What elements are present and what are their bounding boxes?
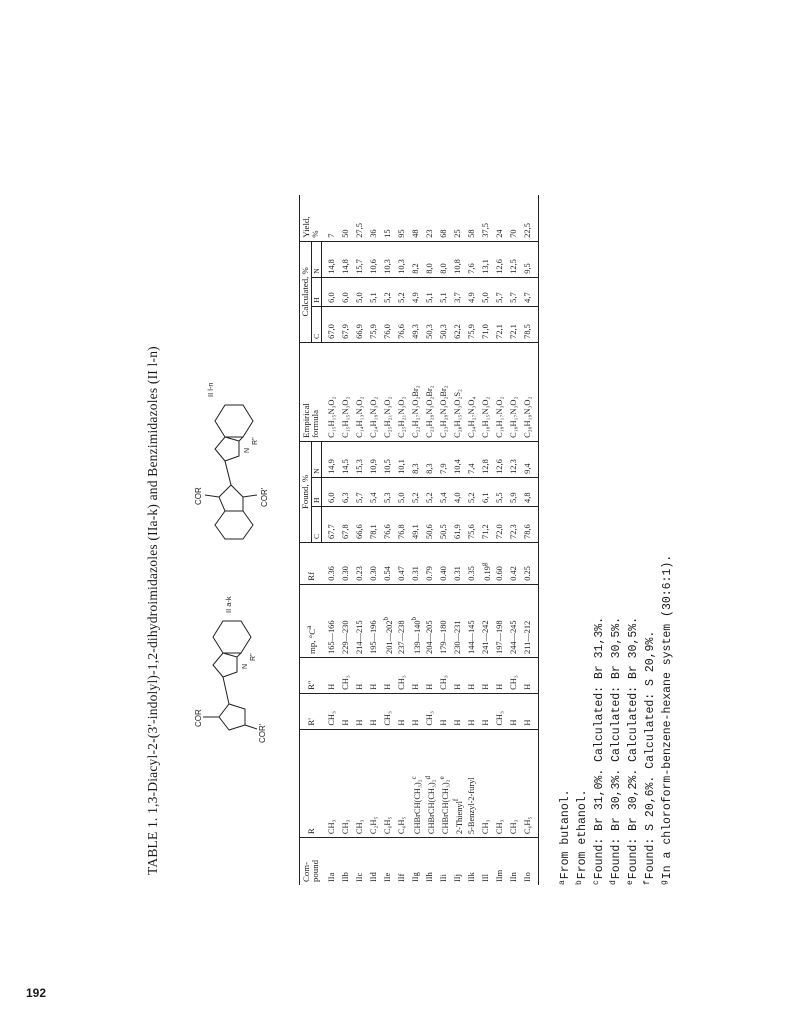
cell-yield: 7 [322, 195, 340, 241]
cell-yield: 27,5 [353, 195, 367, 241]
table-row [507, 195, 521, 885]
table-row [353, 195, 367, 885]
cell-compound: IIo [521, 838, 539, 885]
cell-formula: C₃₄H₂₇N₃O₄ [465, 342, 479, 441]
cell-cn: 14,8 [339, 241, 353, 277]
cell-compound: IIi [439, 874, 449, 882]
cell-r2: H [381, 657, 395, 693]
cell-fc: 49,1 [409, 506, 423, 542]
cell-fh: 5,2 [465, 477, 479, 506]
cell-fh: 5,9 [507, 477, 521, 506]
col-r2: R'' [300, 657, 322, 693]
cell-r: CHBrCH(CH₃)₂$^d$ [423, 729, 437, 837]
cell-rf: 0.35 [465, 542, 479, 584]
cell-compound: IIg [411, 872, 421, 882]
cell-fn: 12,8 [479, 441, 493, 477]
cell-cc: 72,1 [493, 306, 507, 342]
cell-r: 2-Thienyl$^f$ [451, 729, 465, 837]
cell-r1: CH₃ [381, 693, 395, 729]
cell-r: CH₃ [353, 729, 367, 837]
cell-formula: C₁₉H₁₇N₃O₂ [493, 342, 507, 441]
cell-ch: 5,1 [437, 277, 451, 306]
cell-fc: 76,8 [395, 506, 409, 542]
cell-yield: 24 [493, 195, 507, 241]
cell-yield: 58 [465, 195, 479, 241]
cell-ch: 5,0 [353, 277, 367, 306]
footnotes [556, 555, 675, 885]
cell-cn: 8,0 [423, 241, 437, 277]
cell-fn: 9,4 [521, 441, 539, 477]
cell-ch: 5,7 [493, 277, 507, 306]
table-row [521, 195, 539, 885]
cell-yield: 23 [423, 195, 437, 241]
cell-fc: 61,9 [451, 506, 465, 542]
cell-r1: H [395, 693, 409, 729]
cell-r: C₆H₅ [381, 729, 395, 837]
cell-fh: 6,0 [322, 477, 340, 506]
cell-mp: 195—196 [367, 584, 381, 657]
table-title: TABLE 1. 1,3-Diacyl-2-(3'-indolyl)-1,2-dihydroimidazoles (IIa-k) and Benzimidazoles (II l-n) [145, 346, 160, 875]
cell-fn: 10,1 [395, 441, 409, 477]
cell-mp: 179—180 [437, 584, 451, 657]
cell-mp: 241—242 [479, 584, 493, 657]
cell-cc: 50,3 [437, 306, 451, 342]
cell-mp: 204—205 [423, 584, 437, 657]
cell-yield: 95 [395, 195, 409, 241]
cell-yield: 15 [381, 195, 395, 241]
cell-r1: H [479, 693, 493, 729]
col-found: Found, % [300, 441, 312, 542]
structural-formulas [167, 295, 279, 765]
cell-r1: H [339, 693, 353, 729]
structure-right-label: II l-n [206, 382, 215, 397]
footnote: $^g$In a chloroform-benzene-hexane system (30:6:1). [660, 554, 674, 885]
r-double-right: R'' [252, 437, 259, 445]
cell-formula: C₁₅H₁₅N₃O₂ [339, 342, 353, 441]
table-body [322, 195, 539, 885]
col-r: R [300, 729, 322, 837]
cell-cc: 75,9 [367, 306, 381, 342]
cor-bottom-label-left: COR' [258, 723, 267, 743]
cell-fc: 50,5 [437, 506, 451, 542]
cell-cn: 7,6 [465, 241, 479, 277]
cell-mp: 244—245 [507, 584, 521, 657]
cell-yield: 36 [367, 195, 381, 241]
cell-r: C₂H₅ [367, 729, 381, 837]
cell-cn: 8,0 [437, 241, 451, 277]
col-found-h: H [311, 477, 322, 506]
cell-r2: CH₃ [437, 657, 451, 693]
cell-rf: 0.54 [381, 542, 395, 584]
cell-r2: CH₃ [339, 657, 353, 693]
cell-ch: 4,9 [409, 277, 423, 306]
cell-fh: 4,8 [521, 477, 539, 506]
cell-fn: 7,9 [437, 441, 451, 477]
cell-formula: C₁₈H₁₅N₃O₂ [479, 342, 493, 441]
cell-fn: 15,3 [353, 441, 367, 477]
cell-fn: 14,9 [322, 441, 340, 477]
cell-fc: 75,6 [465, 506, 479, 542]
table-row [423, 195, 437, 885]
cell-cc: 75,9 [465, 306, 479, 342]
cell-cn: 12,6 [493, 241, 507, 277]
cell-ch: 3,7 [451, 277, 465, 306]
cell-ch: 5,0 [479, 277, 493, 306]
cell-cc: 49,3 [409, 306, 423, 342]
cell-ch: 6,0 [339, 277, 353, 306]
table-row [322, 195, 340, 885]
r-double-left: R'' [250, 653, 257, 661]
cell-fc: 72,3 [507, 506, 521, 542]
cell-r: CHBrCH(CH₃)₂$^c$ [409, 729, 423, 837]
cell-compound: IIj [453, 874, 463, 882]
cell-r: CH₃ [493, 729, 507, 837]
cell-fn: 8,3 [423, 441, 437, 477]
cell-formula: C₂₈H₁₉N₃O₂ [521, 342, 539, 441]
cell-mp: 139—140$^b$ [409, 584, 423, 657]
cell-cc: 62,2 [451, 306, 465, 342]
cell-compound: IIl [481, 874, 491, 882]
cell-compound: IIb [341, 872, 351, 882]
cell-rf: 0.40 [437, 542, 451, 584]
n-atom-left: N [242, 663, 249, 669]
cell-fc: 76,6 [381, 506, 395, 542]
cell-mp: 214—215 [353, 584, 367, 657]
cell-compound: IIh [425, 872, 435, 882]
cell-ch: 4,9 [465, 277, 479, 306]
cell-yield: 48 [409, 195, 423, 241]
col-calculated: Calculated, % [300, 241, 312, 342]
cell-fh: 6,1 [479, 477, 493, 506]
cell-r2: H [353, 657, 367, 693]
col-formula: Empirical formula [300, 342, 322, 441]
cell-compound: IIk [467, 872, 477, 882]
cell-rf: 0.47 [395, 542, 409, 584]
cell-cc: 72,1 [507, 306, 521, 342]
cell-rf: 0.79 [423, 542, 437, 584]
cell-mp: 144—145 [465, 584, 479, 657]
col-found-c: C [311, 506, 322, 542]
cell-compound: IId [369, 872, 379, 882]
cell-fn: 10,5 [381, 441, 395, 477]
col-yield: Yield, % [300, 195, 322, 241]
col-calc-n: N [311, 241, 322, 277]
cell-fn: 10,4 [451, 441, 465, 477]
table-row [395, 195, 409, 885]
cell-compound: IIn [509, 872, 519, 882]
table-row [367, 195, 381, 885]
cell-cc: 78,5 [521, 306, 539, 342]
cell-r1: H [409, 693, 423, 729]
cell-rf: 0.60 [493, 542, 507, 584]
cell-compound: IIa [326, 872, 336, 882]
cell-fh: 5,4 [367, 477, 381, 506]
cell-fc: 71,2 [479, 506, 493, 542]
cell-cc: 67,0 [322, 306, 340, 342]
cell-rf: 0.23 [353, 542, 367, 584]
cell-fh: 4,0 [451, 477, 465, 506]
cell-r2: CH₃ [395, 657, 409, 693]
table-row [479, 195, 493, 885]
cell-formula: C₂₃H₂₉N₃O₂Br₂ [423, 342, 437, 441]
cell-fh: 5,3 [381, 477, 395, 506]
cell-rf: 0.42 [507, 542, 521, 584]
structure-left [194, 596, 267, 743]
cell-ch: 5,1 [423, 277, 437, 306]
cell-r2: H [465, 657, 479, 693]
cell-r: C₆H₅ [395, 729, 409, 837]
footnote: $^c$Found: Br 31,0%. Calculated: Br 31,3%. [592, 616, 606, 885]
table-row [493, 195, 507, 885]
cell-mp: 237—238 [395, 584, 409, 657]
col-mp: mp, $^\circ C^a$ [300, 584, 322, 657]
cell-r1: H [353, 693, 367, 729]
cell-r2: H [322, 657, 340, 693]
cell-r: CH₃ [479, 729, 493, 837]
col-compound: Com- pound [300, 838, 322, 885]
cell-r2: H [451, 657, 465, 693]
cell-yield: 50 [339, 195, 353, 241]
cell-r1: H [437, 693, 451, 729]
cell-formula: C₂₅H₂₁N₃O₂ [395, 342, 409, 441]
cell-fn: 12,3 [507, 441, 521, 477]
cell-r2: H [367, 657, 381, 693]
col-calc-c: C [311, 306, 322, 342]
cell-formula: C₂₃H₂₉N₃O₂Br₂ [437, 342, 451, 441]
cell-cn: 10,6 [367, 241, 381, 277]
page-number: 192 [26, 986, 47, 1000]
cell-cc: 76,0 [381, 306, 395, 342]
cell-fn: 10,9 [367, 441, 381, 477]
cell-r2: H [423, 657, 437, 693]
cell-fc: 72,0 [493, 506, 507, 542]
cell-r2: H [409, 657, 423, 693]
footnote: $^d$Found: Br 30,3%. Calculated: Br 30,5%. [609, 616, 623, 885]
cell-fn: 14,5 [339, 441, 353, 477]
cell-r: 5-Benzyl-2-furyl [465, 729, 479, 837]
cell-ch: 4,7 [521, 277, 539, 306]
cell-ch: 6,0 [322, 277, 340, 306]
cell-r1: H [521, 693, 539, 729]
n-atom-right: N [244, 447, 251, 453]
cell-cc: 67,9 [339, 306, 353, 342]
table-row [437, 195, 451, 885]
cell-compound: IIc [355, 872, 365, 882]
cell-yield: 37,5 [479, 195, 493, 241]
cell-cc: 71,0 [479, 306, 493, 342]
cell-formula: C₁₅H₁₅N₃O₂ [322, 342, 340, 441]
cell-r1: CH₃ [493, 693, 507, 729]
col-rf: Rf [300, 542, 322, 584]
cell-formula: C₂₀H₁₅N₃O₂S₂ [451, 342, 465, 441]
cell-r1: H [367, 693, 381, 729]
cell-fh: 5,0 [395, 477, 409, 506]
cell-fn: 8,3 [409, 441, 423, 477]
cell-compound: IIe [383, 872, 393, 882]
cell-mp: 211—212 [521, 584, 539, 657]
cell-cc: 66,9 [353, 306, 367, 342]
cell-r1: H [465, 693, 479, 729]
cell-fn: 7,4 [465, 441, 479, 477]
cell-mp: 229—230 [339, 584, 353, 657]
structure-left-label: II a-k [224, 596, 233, 613]
col-calc-h: H [311, 277, 322, 306]
cell-r: C₆H₅ [521, 729, 539, 837]
cell-r2: CH₃ [507, 657, 521, 693]
cell-cc: 50,3 [423, 306, 437, 342]
table-row [409, 195, 423, 885]
cell-fh: 6,3 [339, 477, 353, 506]
cell-fh: 5,5 [493, 477, 507, 506]
cell-rf: 0.31 [451, 542, 465, 584]
cell-ch: 5,2 [395, 277, 409, 306]
cell-mp: 201—202$^b$ [381, 584, 395, 657]
cell-fc: 78,6 [521, 506, 539, 542]
cell-rf: 0.30 [367, 542, 381, 584]
cell-mp: 197—198 [493, 584, 507, 657]
cell-cn: 10,3 [395, 241, 409, 277]
cell-r: CHBrCH(CH₃)₂$^e$ [437, 729, 451, 837]
cell-ch: 5,1 [367, 277, 381, 306]
cell-mp: 165—166 [322, 584, 340, 657]
cell-fh: 5,2 [423, 477, 437, 506]
cell-rf: 0.31 [409, 542, 423, 584]
cell-r1: CH₃ [423, 693, 437, 729]
cell-r1: H [451, 693, 465, 729]
rotated-table-block [131, 175, 731, 895]
cell-r: CH₃ [507, 729, 521, 837]
cell-cn: 8,2 [409, 241, 423, 277]
cell-yield: 25 [451, 195, 465, 241]
cell-yield: 22,5 [521, 195, 539, 241]
cell-cn: 9,5 [521, 241, 539, 277]
footnote: $^e$Found: Br 30,2%. Calculated: Br 30,5%. [626, 616, 640, 885]
cell-cn: 15,7 [353, 241, 367, 277]
footnote: $^a$From butanol. [558, 789, 572, 885]
cell-formula: C₁₉H₁₇N₃O₂ [507, 342, 521, 441]
cell-ch: 5,7 [507, 277, 521, 306]
footnote: $^b$From ethanol. [575, 789, 589, 885]
cell-formula: C₂₄H₁₉N₃O₂ [367, 342, 381, 441]
data-table [299, 195, 539, 885]
cell-rf: 0.19$^g$ [479, 542, 493, 584]
cell-r2: H [493, 657, 507, 693]
cell-formula: C₂₂H₂₇N₃O₂Br₂ [409, 342, 423, 441]
cell-cn: 10,3 [381, 241, 395, 277]
cor-top-label-right: COR [194, 487, 203, 505]
cell-rf: 0.25 [521, 542, 539, 584]
footnote: $^f$Found: S 20,6%. Calculated: S 20,9%. [643, 630, 657, 885]
cell-rf: 0.36 [322, 542, 340, 584]
cell-r2: H [521, 657, 539, 693]
cell-formula: C₁₄H₁₃N₃O₂ [353, 342, 367, 441]
table-row [381, 195, 395, 885]
cell-cn: 12,5 [507, 241, 521, 277]
cell-fc: 67,8 [339, 506, 353, 542]
cor-top-label-left: COR [194, 709, 203, 727]
cell-compound: IIf [397, 873, 407, 882]
table-row [451, 195, 465, 885]
cell-cc: 76,6 [395, 306, 409, 342]
cell-fc: 50,6 [423, 506, 437, 542]
cell-cn: 10,8 [451, 241, 465, 277]
cell-fc: 66,6 [353, 506, 367, 542]
cell-fc: 67,7 [322, 506, 340, 542]
cell-formula: C₂₅H₂₁N₃O₂ [381, 342, 395, 441]
cell-rf: 0.30 [339, 542, 353, 584]
cell-mp: 230—231 [451, 584, 465, 657]
cell-yield: 68 [437, 195, 451, 241]
cell-fc: 78,1 [367, 506, 381, 542]
table-row [465, 195, 479, 885]
cell-fh: 5,4 [437, 477, 451, 506]
cell-r1: CH₃ [322, 693, 340, 729]
cell-cn: 13,1 [479, 241, 493, 277]
cell-compound: IIm [495, 869, 505, 882]
cell-r1: H [507, 693, 521, 729]
cell-r2: H [479, 657, 493, 693]
cell-fh: 5,2 [409, 477, 423, 506]
cell-r: CH₃ [322, 729, 340, 837]
cell-cn: 14,8 [322, 241, 340, 277]
cell-r: CH₃ [339, 729, 353, 837]
col-r1: R' [300, 693, 322, 729]
table-row [339, 195, 353, 885]
cell-fh: 5,7 [353, 477, 367, 506]
cell-yield: 70 [507, 195, 521, 241]
structure-right [194, 382, 269, 539]
cor-bottom-label-right: COR' [260, 487, 269, 507]
col-found-n: N [311, 441, 322, 477]
cell-fn: 12,6 [493, 441, 507, 477]
cell-ch: 5,2 [381, 277, 395, 306]
